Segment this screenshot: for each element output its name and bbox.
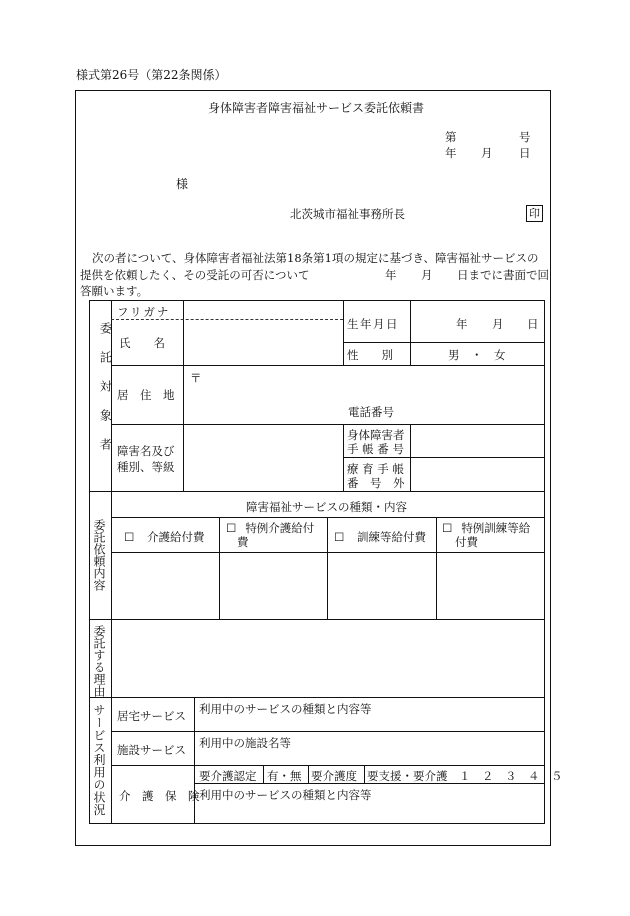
doc-number-go: 号 <box>519 130 531 144</box>
date-day: 日 <box>519 146 531 160</box>
disability-label-1: 障害名及び <box>117 444 175 458</box>
seal-mark: 印 <box>526 205 543 222</box>
body-line-1: 次の者について、身体障害者福祉法第18条第1項の規定に基づき、障害福祉サービスの <box>92 251 539 265</box>
ryoiku-label-2: 番 号 外 <box>347 476 405 490</box>
home-service-label: 居宅サービス <box>117 709 186 723</box>
birth-year: 年 <box>456 317 468 331</box>
section-label-reason <box>93 625 107 697</box>
furigana-label: フリガナ <box>117 305 171 319</box>
sex-label: 性 別 <box>347 348 393 362</box>
section-label-usage-text: サービス利用の状況 <box>92 704 106 816</box>
service-type-header: 障害福祉サービスの種類・内容 <box>246 500 407 514</box>
care-insurance-note: 利用中のサービスの種類と内容等 <box>199 788 372 802</box>
date-month: 月 <box>481 146 493 160</box>
reply-year: 年 <box>385 268 397 282</box>
section-label-usage <box>93 704 107 816</box>
care-cert-yesno[interactable]: 有・無 <box>267 769 302 783</box>
form-title: 身体障害者障害福祉サービス委託依頼書 <box>208 101 425 115</box>
care-level-label: 要介護度 <box>311 769 357 783</box>
birth-day: 日 <box>527 317 539 331</box>
section-label-request <box>93 519 107 591</box>
checkbox-icon[interactable]: ☐ <box>226 521 237 535</box>
facility-service-label: 施設サービス <box>117 743 186 757</box>
postal-mark: 〒 <box>190 371 202 385</box>
care-cert-label: 要介護認定 <box>199 769 257 783</box>
option-special-training-label: 特例訓練等給 <box>461 521 531 535</box>
option-special-training-label-2: 付費 <box>455 535 478 549</box>
form-number: 様式第26号（第22条関係） <box>76 68 227 82</box>
option-special-care[interactable] <box>226 521 314 549</box>
section-label-reason-text: 委託する理由 <box>92 625 106 697</box>
checkbox-icon[interactable]: ☐ <box>334 530 345 544</box>
option-special-care-label-2: 費 <box>237 535 249 549</box>
body-line-2a: 提供を依頼したく、その受託の可否について <box>80 268 310 282</box>
body-line-2b: 日までに書面で回 <box>457 268 549 282</box>
disability-label-2: 種別、等級 <box>117 460 175 474</box>
birth-month: 月 <box>492 317 504 331</box>
reply-month: 月 <box>421 268 433 282</box>
address-label: 居 住 地 <box>117 388 175 402</box>
checkbox-icon[interactable]: ☐ <box>124 530 135 544</box>
option-special-care-label: 特例介護給付 <box>245 521 315 535</box>
phone-label: 電話番号 <box>348 405 394 419</box>
birthdate-label: 生年月日 <box>347 317 399 331</box>
option-care-benefit[interactable] <box>124 529 204 545</box>
sex-options[interactable]: 男 ・ 女 <box>448 348 506 362</box>
care-level-options[interactable]: 要支援・要介護 １ ２ ３ ４ ５ <box>367 769 563 783</box>
option-care-benefit-label: 介護給付費 <box>146 530 205 544</box>
section-label-target <box>93 322 113 467</box>
doc-number-dai: 第 <box>445 130 457 144</box>
addressee-sama: 様 <box>176 177 189 191</box>
date-year: 年 <box>445 146 457 160</box>
option-training-benefit-label: 訓練等給付費 <box>356 530 426 544</box>
care-insurance-label: 介 護 保 険 <box>119 789 200 803</box>
handbook-label-1: 身体障害者 <box>347 428 405 442</box>
section-label-request-text: 委託依頼内容 <box>92 519 106 591</box>
section-label-target-text: 委託対象者 <box>98 322 113 467</box>
sender-name: 北茨城市福祉事務所長 <box>290 207 405 221</box>
body-line-3: 答願います。 <box>80 284 149 298</box>
name-label: 氏 名 <box>119 336 165 350</box>
facility-service-note: 利用中の施設名等 <box>199 736 291 750</box>
ryoiku-label-1: 療 育 手 帳 <box>347 462 404 476</box>
option-training-benefit[interactable] <box>334 529 426 545</box>
home-service-note: 利用中のサービスの種類と内容等 <box>199 702 372 716</box>
checkbox-icon[interactable]: ☐ <box>442 521 453 535</box>
handbook-label-2: 手 帳 番 号 <box>347 442 404 456</box>
option-special-training[interactable] <box>442 521 530 549</box>
